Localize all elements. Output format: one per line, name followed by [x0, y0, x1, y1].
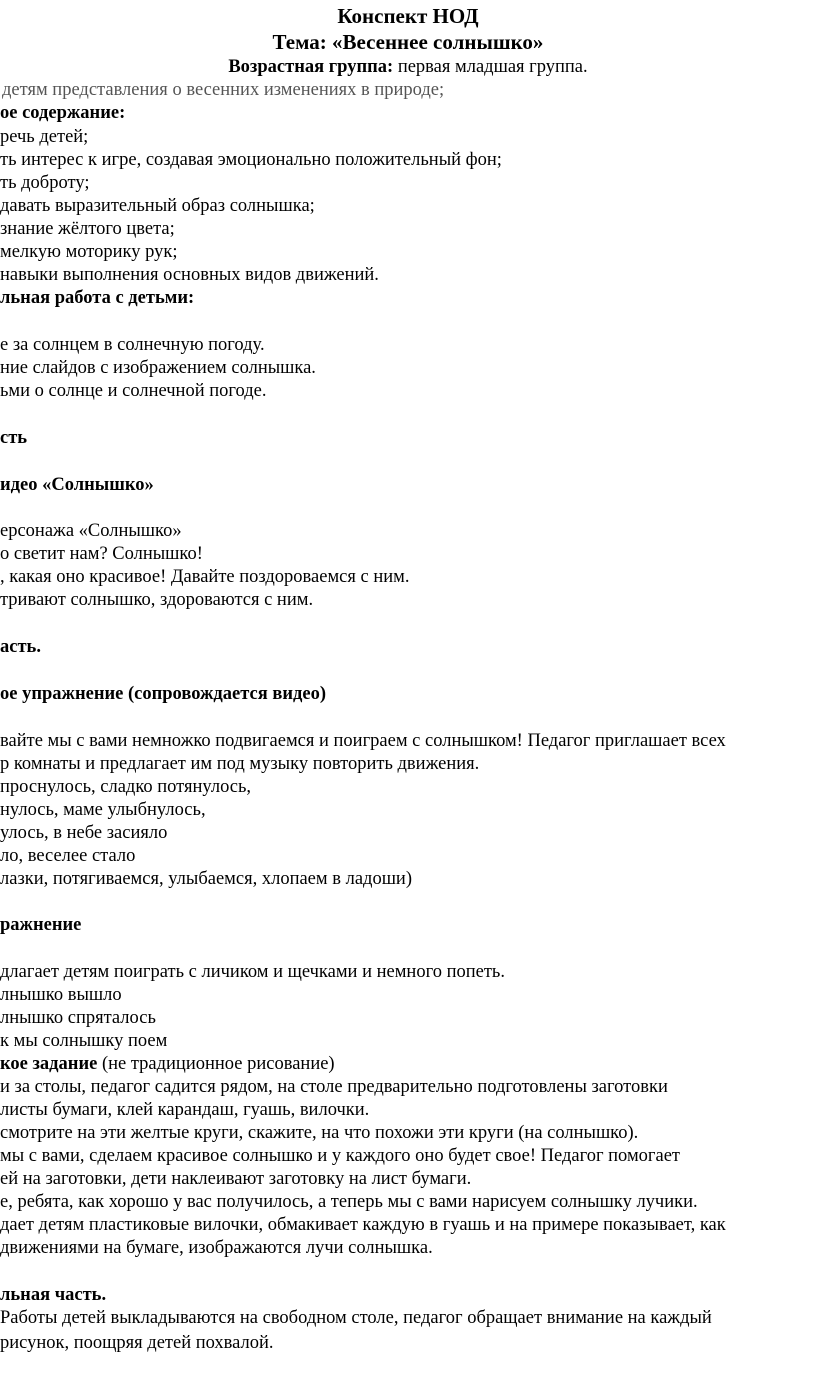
document-topic: Тема: «Весеннее солнышко»	[272, 30, 544, 54]
prelim-item: ьми о солнце и солнечной погоде.	[0, 381, 267, 401]
program-item: знание жёлтого цвета;	[0, 219, 175, 239]
exercise-line: р комнаты и предлагает им под музыку повторить движения.	[0, 754, 480, 774]
age-group-value: первая младшая группа.	[393, 57, 588, 77]
part1-line: тривают солнышко, здороваются с ним.	[0, 590, 314, 610]
age-group-line	[0, 56, 816, 78]
final-heading: льная часть.	[0, 1285, 107, 1305]
part1-heading: сть	[0, 428, 28, 448]
part2-heading: асть.	[0, 637, 41, 657]
document-title: Конспект НОД	[337, 4, 479, 28]
creative-line: смотрите на эти желтые круги, скажите, на что похожи эти круги (на солнышко).	[0, 1123, 639, 1143]
exercise-line: ло, веселее стало	[0, 846, 136, 866]
exercise-line: улось, в небе засияло	[0, 823, 168, 843]
creative-line: дает детям пластиковые вилочки, обмакивает каждую в гуашь и на примере показывает, как	[0, 1215, 726, 1235]
prelim-item: ние слайдов с изображением солнышка.	[0, 358, 316, 378]
exercise-line: лазки, потягиваемся, улыбаемся, хлопаем в ладоши)	[0, 869, 412, 889]
final-line: рисунок, поощряя детей похвалой.	[0, 1333, 274, 1353]
program-item: мелкую моторику рук;	[0, 242, 178, 262]
age-group-label: Возрастная группа:	[228, 57, 394, 77]
breath-line: лнышко вышло	[0, 985, 122, 1005]
exercise-line: проснулось, сладко потянулось,	[0, 777, 252, 797]
prelim-heading: льная работа с детьми:	[0, 288, 195, 308]
goal-line: детям представления о весенних изменениях в природе;	[2, 80, 445, 100]
creative-line: листы бумаги, клей карандаш, гуашь, вилочки.	[0, 1100, 370, 1120]
prelim-item: е за солнцем в солнечную погоду.	[0, 335, 265, 355]
program-item: ть интерес к игре, создавая эмоционально положительный фон;	[0, 150, 502, 170]
creative-note: (не традиционное рисование)	[97, 1054, 335, 1074]
final-line: Работы детей выкладываются на свободном столе, педагог обращает внимание на каждый	[0, 1308, 712, 1328]
part1-line: о светит нам? Солнышко!	[0, 544, 203, 564]
creative-line: и за столы, педагог садится рядом, на столе предварительно подготовлены заготовки	[0, 1077, 668, 1097]
exercise-line: вайте мы с вами немножко подвигаемся и поиграем с солнышком! Педагог приглашает всех	[0, 731, 726, 751]
breath-line: лнышко спряталось	[0, 1008, 156, 1028]
breath-heading: ражнение	[0, 915, 82, 935]
creative-heading-line	[0, 1053, 335, 1075]
exercise-line: нулось, маме улыбнулось,	[0, 800, 206, 820]
creative-line: ей на заготовки, дети наклеивают заготовку на лист бумаги.	[0, 1169, 472, 1189]
program-item: речь детей;	[0, 127, 89, 147]
program-item: навыки выполнения основных видов движений.	[0, 265, 379, 285]
part1-line: ерсонажа «Солнышко»	[0, 521, 182, 541]
creative-line: мы с вами, сделаем красивое солнышко и у каждого оно будет свое! Педагог помогает	[0, 1146, 681, 1166]
creative-line: движениями на бумаге, изображаются лучи солнышка.	[0, 1238, 433, 1258]
breath-line: длагает детям поиграть с личиком и щечками и немного попеть.	[0, 962, 505, 982]
creative-line: е, ребята, как хорошо у вас получилось, а теперь мы с вами нарисуем солнышку лучики.	[0, 1192, 698, 1212]
exercise-heading: ое упражнение (сопровождается видео)	[0, 684, 327, 704]
program-heading: ое содержание:	[0, 103, 126, 123]
program-item: давать выразительный образ солнышка;	[0, 196, 315, 216]
part1-line: , какая оно красивое! Давайте поздороваемся с ним.	[0, 567, 410, 587]
program-item: ть доброту;	[0, 173, 90, 193]
creative-heading: кое задание	[0, 1054, 98, 1074]
video-heading: идео «Солнышко»	[0, 475, 154, 495]
breath-line: к мы солнышку поем	[0, 1031, 168, 1051]
